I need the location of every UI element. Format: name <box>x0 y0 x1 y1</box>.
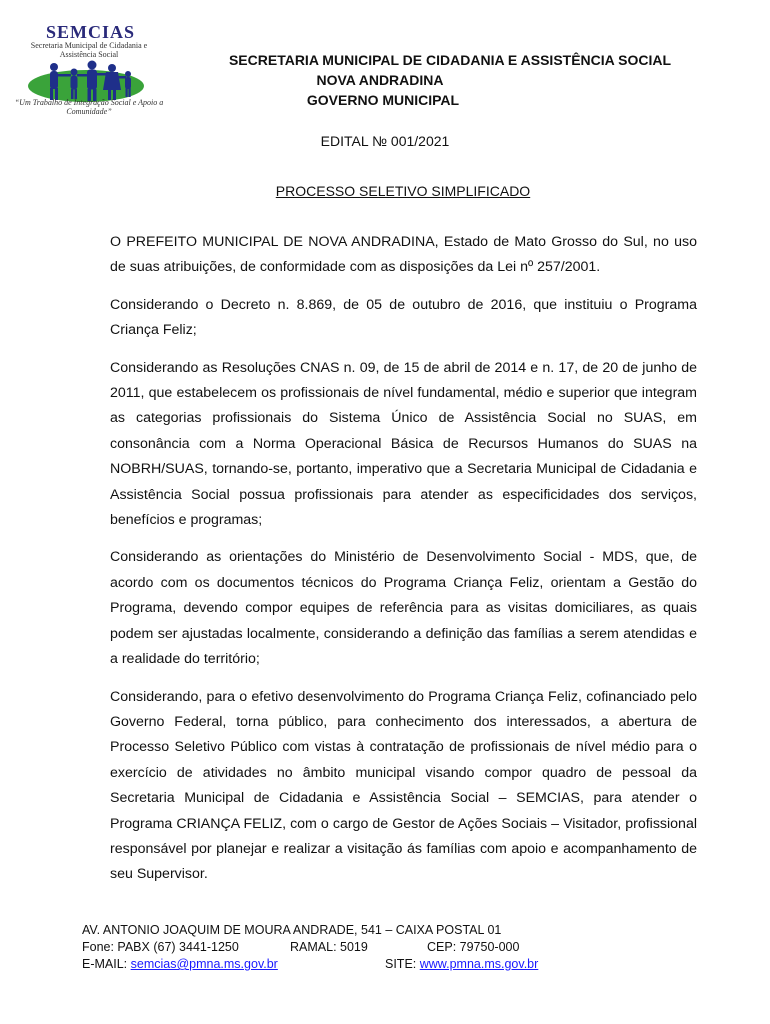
document-title <box>0 183 770 199</box>
header-governo: GOVERNO MUNICIPAL <box>306 92 460 108</box>
logo-title: SEMCIAS <box>46 22 136 42</box>
logo-subtitle: Secretaria Municipal de Cidadania e Assistência Social <box>30 41 148 59</box>
paragraph-resolucoes: Considerando as Resoluções CNAS n. 09, de 15 de abril de 2014 e n. 17, de 20 de junho de 2011, que estabelecem os profissionais de nível fundamental, médio e superior que integram as categorias profissionais do Sistema Único de Assistência Social no SUAS, em consonância com a Norma Operacional Básica de Recursos Humanos do SUAS na NOBRH/SUAS, tornando-se, portanto, imperativo que a Secretaria Municipal de Cidadania e Assistência Social possua profissionais para atender as especificidades dos serviços, benefícios e programas; <box>110 359 697 529</box>
paragraph-orientacoes: Considerando as orientações do Ministério de Desenvolvimento Social - MDS, que, de acordo com os documentos técnicos do Programa Criança Feliz, orientam a Gestão do Programa, devendo compor equipes de referência para as visitas domiciliares, as quais podem ser ajustadas localmente, considerando a definição das famílias a serem atendidas e a realidade do território; <box>110 549 697 668</box>
edital-number: EDITAL № 001/2021 <box>320 133 450 149</box>
footer-ramal: RAMAL: 5019 <box>290 940 368 954</box>
paragraph-abertura: Considerando, para o efetivo desenvolvimento do Programa Criança Feliz, cofinanciado pelo Governo Federal, torna público, para conhecimento dos interessados, a abertura de Processo Seletivo Público com vistas à contratação de profissionais de nível médio para o exercício de atividades no âmbito municipal visando compor quadro de pessoal da Secretaria Municipal de Cidadania e Assistência Social – SEMCIAS, para atender o Programa CRIANÇA FELIZ, com o cargo de Gestor de Ações Sociais – Visitador, profissional responsável por planejar e realizar a visitação ás famílias com apoio e acompanhamento de seu Supervisor. <box>110 688 697 883</box>
footer-address-row <box>82 922 682 939</box>
header-city: NOVA ANDRADINA <box>316 72 444 88</box>
footer-email-link[interactable]: semcias@pmna.ms.gov.br <box>130 957 278 971</box>
footer-contact-row <box>82 939 682 956</box>
header-secretaria: SECRETARIA MUNICIPAL DE CIDADANIA E ASSISTÊNCIA SOCIAL <box>228 52 672 68</box>
footer-site-link[interactable]: www.pmna.ms.gov.br <box>419 957 539 971</box>
footer-email-label: E-MAIL: <box>82 957 131 971</box>
footer-links-row <box>82 956 682 973</box>
paragraph-preamble: O PREFEITO MUNICIPAL DE NOVA ANDRADINA, Estado de Mato Grosso do Sul, no uso de suas atribuições, de conformidade com as disposições da Lei nº 257/2001. <box>110 234 697 276</box>
footer-phone: Fone: PABX (67) 3441-1250 <box>82 940 239 954</box>
processo-title: PROCESSO SELETIVO SIMPLIFICADO <box>275 183 531 199</box>
document-header <box>170 50 730 110</box>
document-footer <box>82 922 682 973</box>
footer-site-label: SITE: <box>385 957 420 971</box>
paragraph-decreto: Considerando o Decreto n. 8.869, de 05 de outubro de 2016, que instituiu o Programa Criança Feliz; <box>110 296 697 339</box>
logo-tagline: “Um Trabalho de Integração Social e Apoio a Comunidade” <box>14 98 164 116</box>
footer-address: AV. ANTONIO JOAQUIM DE MOURA ANDRADE, 541 – CAIXA POSTAL 01 <box>82 923 502 937</box>
document-body <box>110 230 697 900</box>
footer-cep: CEP: 79750-000 <box>427 940 520 954</box>
